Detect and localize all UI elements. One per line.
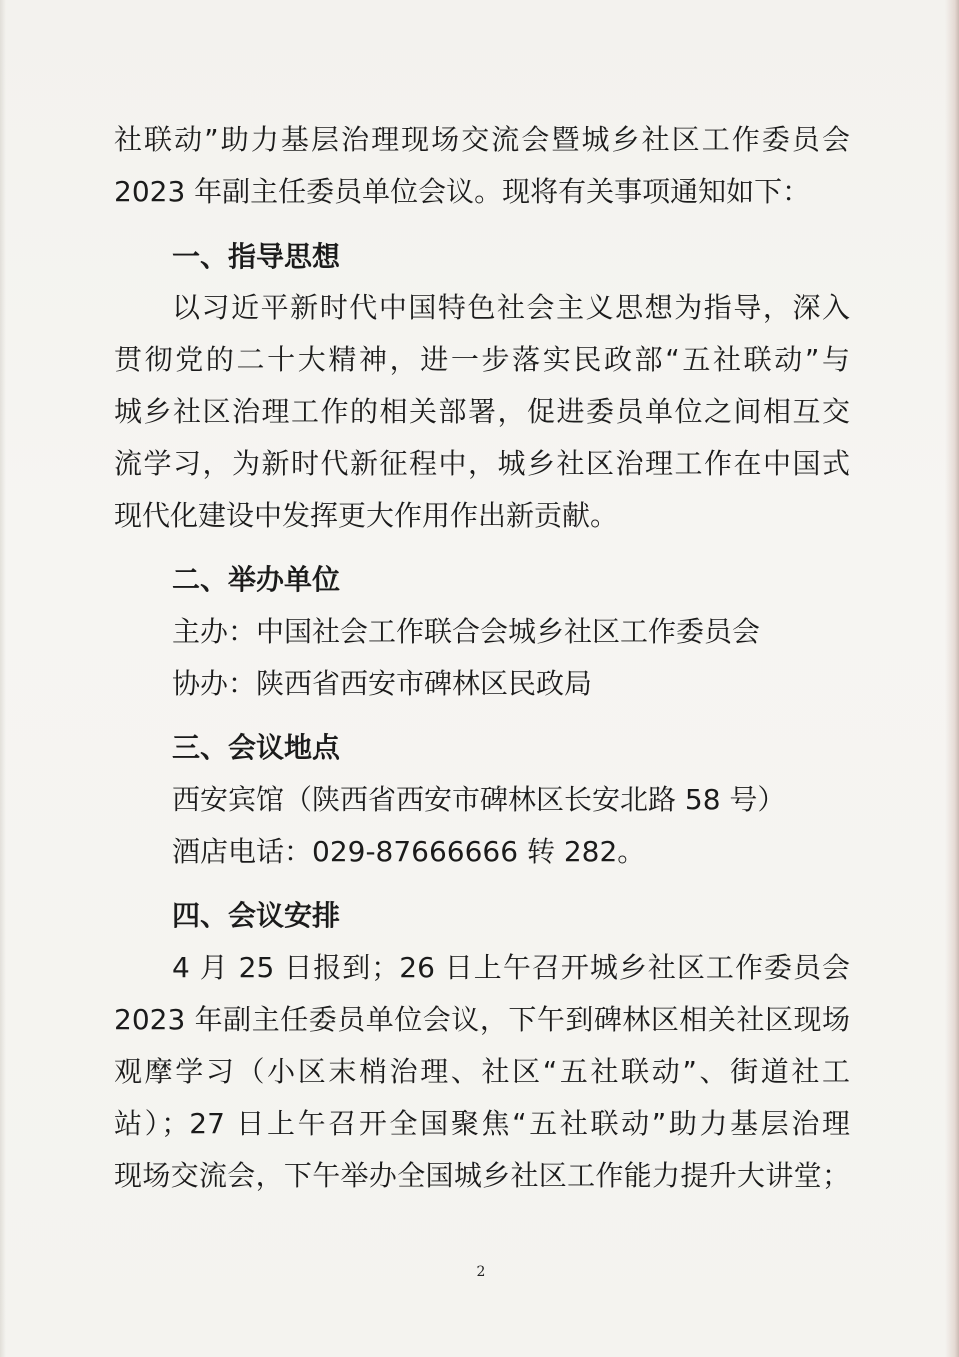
- body-text-line: 社联动”助力基层治理现场交流会暨城乡社区工作委员会: [114, 123, 850, 156]
- organizer-host-line: 主办：中国社会工作联合会城乡社区工作委员会: [172, 615, 761, 648]
- hotel-phone-line: 酒店电话：029-87666666 转 282。: [172, 835, 646, 868]
- section-heading-venue: 三、会议地点: [172, 731, 341, 764]
- body-text-line: 2023 年副主任委员单位会议。现将有关事项通知如下：: [114, 175, 811, 208]
- body-text-line: 观摩学习（小区末梢治理、社区“五社联动”、街道社工: [114, 1055, 850, 1088]
- page-right-edge-shadow: [945, 0, 959, 1357]
- body-text-line: 流学习，为新时代新征程中，城乡社区治理工作在中国式: [114, 447, 850, 480]
- section-heading-schedule: 四、会议安排: [172, 899, 341, 932]
- page-left-edge-shadow: [0, 0, 6, 1357]
- body-text-line: 2023 年副主任委员单位会议，下午到碑林区相关社区现场: [114, 1003, 850, 1036]
- organizer-co-host-line: 协办：陕西省西安市碑林区民政局: [172, 667, 593, 700]
- body-text-line: 4 月 25 日报到；26 日上午召开城乡社区工作委员会: [172, 951, 850, 984]
- body-text-line: 现代化建设中发挥更大作用作出新贡献。: [114, 499, 619, 532]
- section-heading-guiding-ideology: 一、指导思想: [172, 240, 341, 273]
- venue-address-line: 西安宾馆（陕西省西安市碑林区长安北路 58 号）: [172, 783, 786, 816]
- body-text-line: 城乡社区治理工作的相关部署，促进委员单位之间相互交: [114, 395, 850, 428]
- section-heading-organizers: 二、举办单位: [172, 563, 341, 596]
- page-number: 2: [476, 1264, 486, 1280]
- body-text-line: 贯彻党的二十大精神，进一步落实民政部“五社联动”与: [114, 343, 850, 376]
- body-text-line: 以习近平新时代中国特色社会主义思想为指导，深入: [172, 291, 850, 324]
- body-text-line: 现场交流会，下午举办全国城乡社区工作能力提升大讲堂；: [114, 1159, 850, 1192]
- body-text-line: 站）；27 日上午召开全国聚焦“五社联动”助力基层治理: [114, 1107, 850, 1140]
